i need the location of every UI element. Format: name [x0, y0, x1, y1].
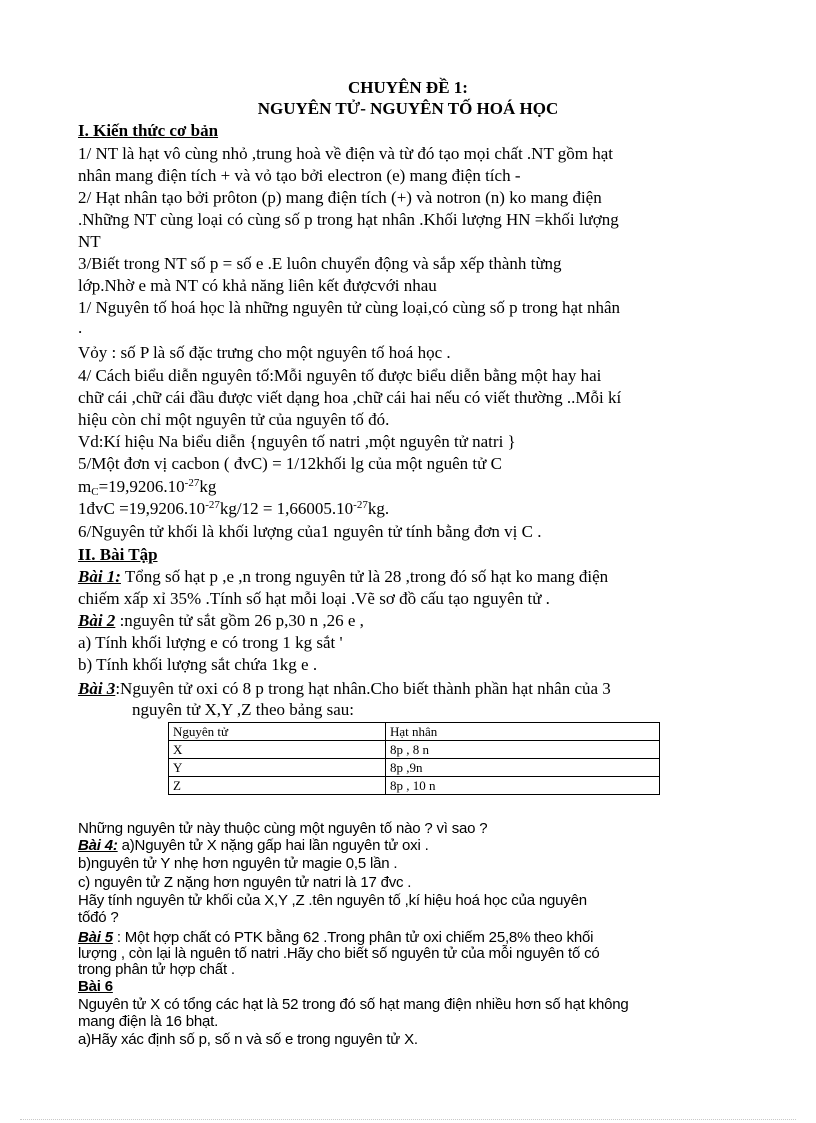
text-line: b)nguyên tử Y nhẹ hơn nguyên tử magie 0,5 lần . — [78, 855, 398, 872]
table-cell: Z — [169, 777, 386, 795]
table-header-row — [169, 723, 660, 741]
exercise-text: a)Nguyên tử X nặng gấp hai lần nguyên tử oxi . — [117, 837, 429, 854]
text-line: 1/ NT là hạt vô cùng nhỏ ,trung hoà về điện và từ đó tạo mọi chất .NT gồm hạt — [78, 144, 614, 163]
exercise-4-line — [78, 837, 429, 854]
table-cell: Y — [169, 759, 386, 777]
formula-superscript: -27 — [205, 499, 220, 511]
formula-text: 1đvC =19,9206.10 — [78, 499, 206, 518]
nucleus-table — [168, 722, 660, 795]
section-heading-exercises: II. Bài Tập — [78, 545, 158, 564]
text-line: 4/ Cách biểu diễn nguyên tố:Mỗi nguyên tố được biểu diễn bằng một hay hai — [78, 366, 602, 385]
text-line: Những nguyên tử này thuộc cùng một nguyên tố nào ? vì sao ? — [78, 820, 488, 837]
exercise-6-label: Bài 6 — [78, 978, 113, 995]
text-line: 3/Biết trong NT số p = số e .E luôn chuyển động và sắp xếp thành từng — [78, 254, 562, 273]
exercise-5-line — [78, 929, 593, 946]
exercise-label: Bài 1: — [78, 567, 121, 586]
table-row — [169, 759, 660, 777]
table-cell: 8p , 8 n — [386, 741, 660, 759]
formula-text: kg/12 = 1,66005.10 — [219, 499, 354, 518]
formula-text: =19,9206.10 — [98, 477, 185, 496]
exercise-label: Bài 3 — [78, 679, 116, 698]
text-line: a)Hãy xác định số p, số n và số e trong nguyên tử X. — [78, 1031, 418, 1048]
formula-superscript: -27 — [184, 477, 200, 489]
table-row — [169, 777, 660, 795]
exercise-1-line — [78, 567, 608, 587]
formula-superscript: -27 — [353, 499, 368, 511]
text-line: 1/ Nguyên tố hoá học là những nguyên tử cùng loại,có cùng số p trong hạt nhân — [78, 298, 621, 317]
text-line: Vd:Kí hiệu Na biểu diễn {nguyên tố natri ,một nguyên tử natri } — [78, 432, 516, 451]
text-line: 5/Một đơn vị cacbon ( đvC) = 1/12khối lg của một nguên tử C — [78, 454, 502, 473]
text-line: Nguyên tử X có tổng các hạt là 52 trong đó số hạt mang điện nhiều hơn số hạt không — [78, 996, 629, 1013]
exercise-text: :nguyên tử sắt gồm 26 p,30 n ,26 e , — [115, 611, 364, 630]
text-line: mang điện là 16 bhạt. — [78, 1013, 219, 1030]
formula-text: m — [78, 477, 92, 496]
exercise-text: :Nguyên tử oxi có 8 p trong hạt nhân.Cho biết thành phần hạt nhân của 3 — [115, 679, 611, 698]
exercise-2-line — [78, 611, 364, 631]
text-line: tốđó ? — [78, 909, 119, 926]
exercise-label: Bài 5 — [78, 929, 113, 946]
chapter-title: CHUYÊN ĐỀ 1: — [348, 78, 468, 97]
text-line: c) nguyên tử Z nặng hơn nguyên tử natri là 17 đvc . — [78, 874, 412, 891]
chapter-subtitle: NGUYÊN TỬ- NGUYÊN TỐ HOÁ HỌC — [257, 99, 559, 118]
exercise-text: Tổng số hạt p ,e ,n trong nguyên tử là 28 ,trong đó số hạt ko mang điện — [120, 567, 609, 586]
table-header-cell: Nguyên tử — [169, 723, 386, 741]
text-line: lượng , còn lại là nguên tố natri .Hãy cho biết số nguyên tử của mỗi nguyên tố có — [78, 945, 600, 962]
text-line: lớp.Nhờ e mà NT có khả năng liên kết đượcvới nhau — [78, 276, 437, 295]
formula-text: kg — [199, 477, 217, 496]
text-line: chiếm xấp xỉ 35% .Tính số hạt mỗi loại .Vẽ sơ đồ cấu tạo nguyên tử . — [78, 589, 550, 608]
text-line: 2/ Hạt nhân tạo bởi prôton (p) mang điện tích (+) và notron (n) ko mang điện — [78, 188, 602, 207]
table-cell: 8p ,9n — [386, 759, 660, 777]
exercise-label: Bài 2 — [78, 611, 116, 630]
text-line: hiệu còn chỉ một nguyên tử của nguyên tố đó. — [78, 410, 390, 429]
exercise-3-line — [78, 679, 611, 699]
table-header-cell: Hạt nhân — [386, 723, 660, 741]
exercise-label: Bài 4: — [78, 837, 118, 854]
page-bottom-divider — [20, 1119, 796, 1120]
table-cell: X — [169, 741, 386, 759]
formula-line-mc — [78, 477, 216, 497]
text-line: NT — [78, 232, 101, 251]
text-line: .Những NT cùng loại có cùng số p trong hạt nhân .Khối lượng HN =khối lượng — [78, 210, 619, 229]
text-line: Vỏy : số P là số đặc trưng cho một nguyên tố hoá học . — [78, 343, 451, 362]
text-line: chữ cái ,chữ cái đầu được viết dạng hoa ,chữ cái hai nếu có viết thường ..Mỗi kí — [78, 388, 622, 407]
text-line: trong phân tử hợp chất . — [78, 961, 235, 978]
formula-subscript: C — [91, 486, 99, 498]
text-line: nhân mang điện tích + và vỏ tạo bởi electron (e) mang điện tích - — [78, 166, 521, 185]
table-row — [169, 741, 660, 759]
formula-text: kg. — [367, 499, 390, 518]
table-cell: 8p , 10 n — [386, 777, 660, 795]
text-line: . — [78, 318, 83, 337]
text-line: Hãy tính nguyên tử khối của X,Y ,Z .tên nguyên tố ,kí hiệu hoá học của nguyên — [78, 892, 587, 909]
text-line: a) Tính khối lượng e có trong 1 kg sắt ' — [78, 633, 343, 652]
section-heading-basics: I. Kiến thức cơ bản — [78, 121, 219, 140]
text-line: b) Tính khối lượng sắt chứa 1kg e . — [78, 655, 318, 674]
exercise-text: : Một hợp chất có PTK bằng 62 .Trong phân tử oxi chiếm 25,8% theo khối — [112, 929, 594, 946]
text-line: 6/Nguyên tử khối là khối lượng của1 nguyên tử tính bằng đơn vị C . — [78, 522, 542, 541]
text-line: nguyên tử X,Y ,Z theo bảng sau: — [132, 700, 354, 719]
formula-line-dvc — [78, 499, 389, 519]
